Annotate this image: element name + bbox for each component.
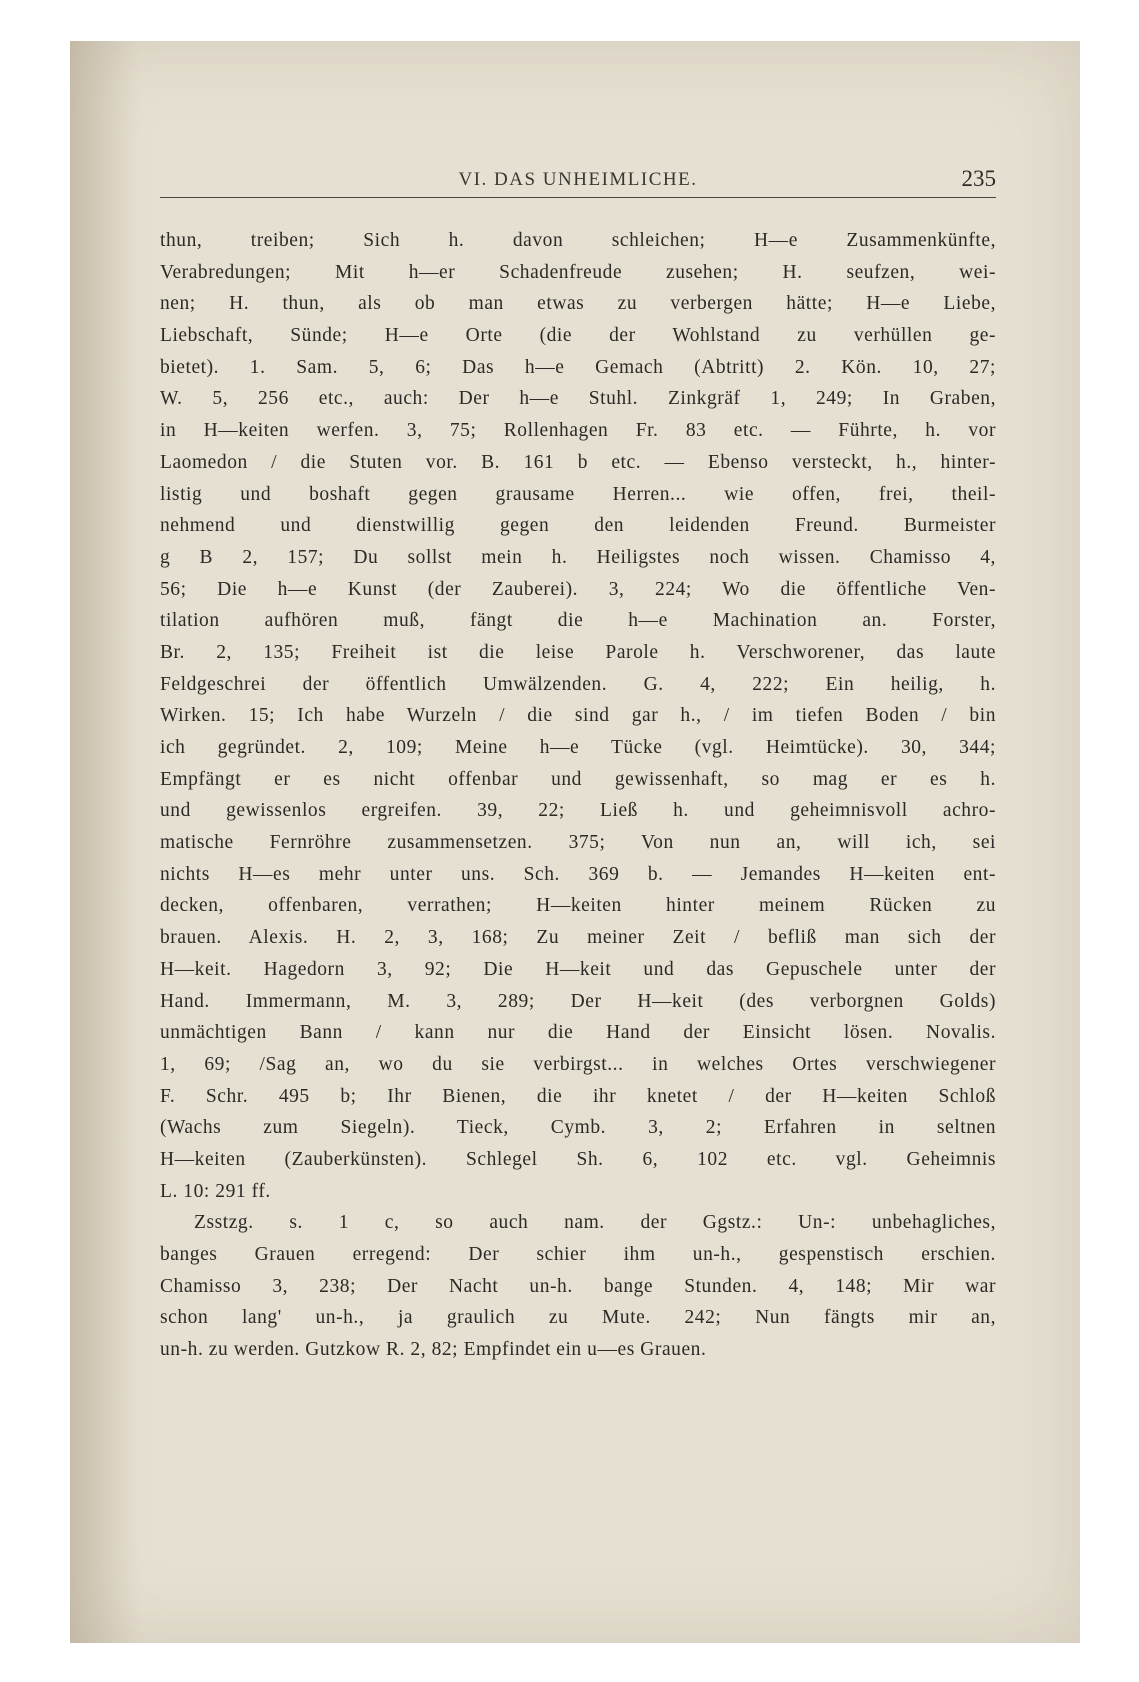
text-line: und gewissenlos ergreifen. 39, 22; Ließ h. und geheimnisvoll achro- xyxy=(160,800,996,822)
text-line: 56; Die h—e Kunst (der Zauberei). 3, 224; Wo die öffentliche Ven- xyxy=(160,578,996,600)
running-head: VI. DAS UNHEIMLICHE. xyxy=(458,169,698,190)
page-number: 235 xyxy=(961,166,996,191)
text-line: L. 10: 291 ff. xyxy=(160,1180,271,1202)
text-line: tilation aufhören muß, fängt die h—e Machination an. Forster, xyxy=(160,610,996,632)
text-line: Zsstzg. s. 1 c, so auch nam. der Ggstz.: Un-: unbehagliches, xyxy=(194,1212,996,1234)
text-line: g B 2, 157; Du sollst mein h. Heiligstes noch wissen. Chamisso 4, xyxy=(160,546,996,568)
text-line: nehmend und dienstwillig gegen den leidenden Freund. Burmeister xyxy=(160,515,996,537)
page-header xyxy=(160,163,996,198)
text-line: Chamisso 3, 238; Der Nacht un-h. bange Stunden. 4, 148; Mir war xyxy=(160,1275,996,1297)
text-line: Wirken. 15; Ich habe Wurzeln / die sind gar h., / im tiefen Boden / bin xyxy=(160,705,996,727)
text-line: listig und boshaft gegen grausame Herren... wie offen, frei, theil- xyxy=(160,483,996,505)
text-line: nichts H—es mehr unter uns. Sch. 369 b. — Jemandes H—keiten ent- xyxy=(160,863,996,885)
book-page xyxy=(70,41,1080,1643)
text-line: Hand. Immermann, M. 3, 289; Der H—keit (des verborgnen Golds) xyxy=(160,990,996,1012)
text-line: F. Schr. 495 b; Ihr Bienen, die ihr knetet / der H—keiten Schloß xyxy=(160,1085,996,1107)
text-line: (Wachs zum Siegeln). Tieck, Cymb. 3, 2; Erfahren in seltnen xyxy=(160,1117,996,1139)
text-line: Feldgeschrei der öffentlich Umwälzenden. G. 4, 222; Ein heilig, h. xyxy=(160,673,996,695)
text-line: brauen. Alexis. H. 2, 3, 168; Zu meiner Zeit / befliß man sich der xyxy=(160,927,996,949)
text-line: Verabredungen; Mit h—er Schadenfreude zusehen; H. seufzen, wei- xyxy=(160,261,996,283)
text-line: Liebschaft, Sünde; H—e Orte (die der Wohlstand zu verhüllen ge- xyxy=(160,325,996,347)
text-line: schon lang' un-h., ja graulich zu Mute. 242; Nun fängts mir an, xyxy=(160,1307,996,1329)
text-line: in H—keiten werfen. 3, 75; Rollenhagen Fr. 83 etc. — Führte, h. vor xyxy=(160,420,996,442)
paragraph xyxy=(160,225,996,1207)
text-line: H—keiten (Zauberkünsten). Schlegel Sh. 6, 102 etc. vgl. Geheimnis xyxy=(160,1148,996,1170)
text-line: 1, 69; /Sag an, wo du sie verbirgst... in welches Ortes verschwiegener xyxy=(160,1053,996,1075)
text-line: H—keit. Hagedorn 3, 92; Die H—keit und das Gepuschele unter der xyxy=(160,958,996,980)
text-line: un-h. zu werden. Gutzkow R. 2, 82; Empfindet ein u—es Grauen. xyxy=(160,1339,707,1361)
paragraph xyxy=(160,1207,996,1365)
text-line: ich gegründet. 2, 109; Meine h—e Tücke (vgl. Heimtücke). 30, 344; xyxy=(160,737,996,758)
text-line: unmächtigen Bann / kann nur die Hand der Einsicht lösen. Novalis. xyxy=(160,1022,996,1044)
text-line: nen; H. thun, als ob man etwas zu verbergen hätte; H—e Liebe, xyxy=(160,293,996,315)
text-line: decken, offenbaren, verrathen; H—keiten hinter meinem Rücken zu xyxy=(160,895,996,917)
text-line: Laomedon / die Stuten vor. B. 161 b etc. — Ebenso versteckt, h., hinter- xyxy=(160,451,996,473)
text-line: matische Fernröhre zusammensetzen. 375; Von nun an, will ich, sei xyxy=(160,832,996,854)
text-line: Br. 2, 135; Freiheit ist die leise Parole h. Verschworener, das laute xyxy=(160,641,996,663)
body-text xyxy=(160,225,996,1366)
text-line: Empfängt er es nicht offenbar und gewissenhaft, so mag er es h. xyxy=(160,768,996,790)
text-line: banges Grauen erregend: Der schier ihm un-h., gespenstisch erschien. xyxy=(160,1244,996,1265)
text-line: W. 5, 256 etc., auch: Der h—e Stuhl. Zinkgräf 1, 249; In Graben, xyxy=(160,388,996,410)
text-line: thun, treiben; Sich h. davon schleichen; H—e Zusammenkünfte, xyxy=(160,230,996,251)
text-line: bietet). 1. Sam. 5, 6; Das h—e Gemach (Abtritt) 2. Kön. 10, 27; xyxy=(160,356,996,378)
